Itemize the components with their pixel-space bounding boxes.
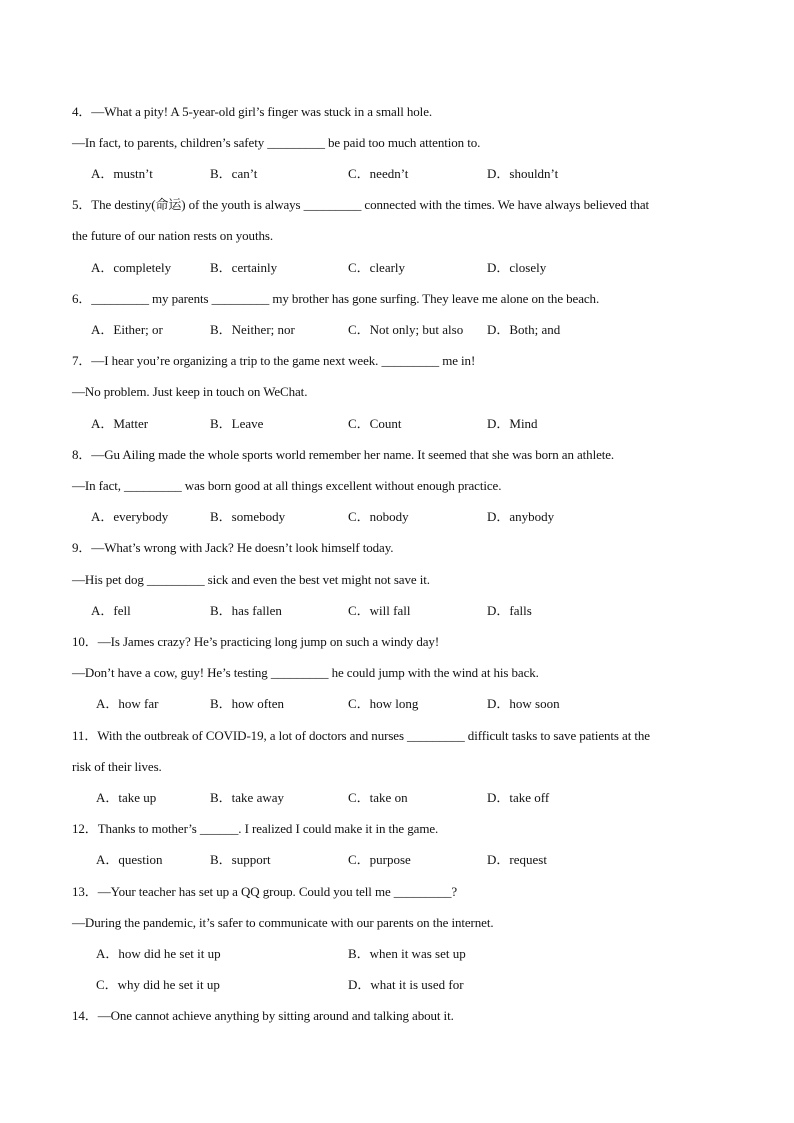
question-11-option-d: D．take off [487,790,550,805]
question-12-option-d: D．request [487,852,547,867]
question-8-option-a: A．everybody [91,509,169,524]
question-13-option-b: B．when it was set up [348,946,466,961]
question-6-option-c: C．Not only; but also [348,322,464,337]
question-9-option-c: C．will fall [348,603,411,618]
question-8-option-b: B．somebody [210,509,286,524]
question-4-option-c: C．needn’t [348,166,409,181]
question-13-option-c: C．why did he set it up [96,977,220,992]
question-12-option-c: C．purpose [348,852,411,867]
question-10-line-2: —Don’t have a cow, guy! He’s testing _________ he could jump with the wind at his back. [72,665,539,680]
question-11-option-c: C．take on [348,790,408,805]
question-13-option-d: D．what it is used for [348,977,464,992]
question-10-option-a: A．how far [96,696,159,711]
question-4-line-2: —In fact, to parents, children’s safety _________ be paid too much attention to. [72,135,481,150]
question-5-option-d: D．closely [487,260,547,275]
question-12-option-b: B．support [210,852,271,867]
question-6-line-1: 6．_________ my parents _________ my brother has gone surfing. They leave me alone on the beach. [72,291,600,306]
question-8-line-1: 8．—Gu Ailing made the whole sports world remember her name. It seemed that she was born an athlete. [72,447,615,462]
question-7-option-a: A．Matter [91,416,149,431]
question-6-option-d: D．Both; and [487,322,561,337]
question-10-option-b: B．how often [210,696,285,711]
question-9-line-1: 9．—What’s wrong with Jack? He doesn’t look himself today. [72,540,394,555]
question-7-option-d: D．Mind [487,416,538,431]
question-8-option-d: D．anybody [487,509,555,524]
question-10-option-d: D．how soon [487,696,560,711]
question-4-line-1: 4．—What a pity! A 5-year-old girl’s finger was stuck in a small hole. [72,104,433,119]
question-10-line-1: 10．—Is James crazy? He’s practicing long jump on such a windy day! [72,634,440,649]
question-9-option-b: B．has fallen [210,603,282,618]
question-7-option-c: C．Count [348,416,402,431]
question-8-option-c: C．nobody [348,509,409,524]
question-7-line-1: 7．—I hear you’re organizing a trip to the game next week. _________ me in! [72,353,476,368]
question-11-option-a: A．take up [96,790,157,805]
question-13-line-1: 13．—Your teacher has set up a QQ group. Could you tell me _________? [72,884,458,899]
question-11-option-b: B．take away [210,790,285,805]
question-13-option-a: A．how did he set it up [96,946,221,961]
question-4-option-d: D．shouldn’t [487,166,559,181]
question-5-line-2: the future of our nation rests on youths. [72,228,273,243]
question-11-line-1: 11．With the outbreak of COVID-19, a lot of doctors and nurses _________ difficult tasks to save patients at the [72,728,650,743]
question-12-option-a: A．question [96,852,163,867]
question-7-line-2: —No problem. Just keep in touch on WeChat. [72,384,308,399]
question-4-option-a: A．mustn’t [91,166,153,181]
question-14-line-1: 14．—One cannot achieve anything by sitting around and talking about it. [72,1008,454,1023]
question-7-option-b: B．Leave [210,416,264,431]
question-4-option-b: B．can’t [210,166,258,181]
question-9-option-a: A．fell [91,603,131,618]
question-5-line-1: 5．The destiny(命运) of the youth is always _________ connected with the times. We have always believed that [72,197,650,212]
question-6-option-a: A．Either; or [91,322,163,337]
question-8-line-2: —In fact, _________ was born good at all things excellent without enough practice. [72,478,502,493]
question-12-line-1: 12．Thanks to mother’s ______. I realized I could make it in the game. [72,821,439,836]
question-13-line-2: —During the pandemic, it’s safer to communicate with our parents on the internet. [72,915,494,930]
question-10-option-c: C．how long [348,696,419,711]
question-6-option-b: B．Neither; nor [210,322,295,337]
question-11-line-2: risk of their lives. [72,759,162,774]
question-5-option-a: A．completely [91,260,172,275]
question-9-line-2: —His pet dog _________ sick and even the best vet might not save it. [72,572,430,587]
question-5-option-c: C．clearly [348,260,406,275]
question-5-option-b: B．certainly [210,260,278,275]
question-9-option-d: D．falls [487,603,532,618]
